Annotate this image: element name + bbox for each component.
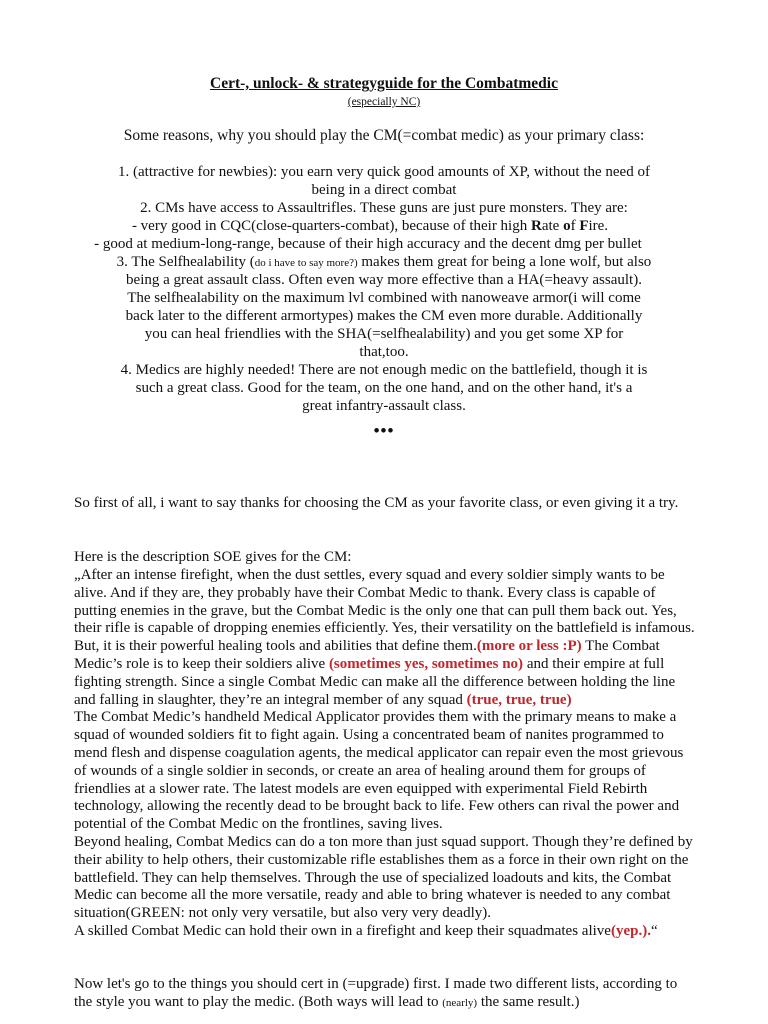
list-item-4-line2: such a great class. Good for the team, on the one hand, and on the other hand, it's a xyxy=(135,380,633,396)
list-item-3-line3: The selfhealability on the maximum lvl combined with nanoweave armor(i will come xyxy=(127,290,641,306)
list-item-2-line1: 2. CMs have access to Assaultrifles. These guns are just pure monsters. They are: xyxy=(140,200,628,216)
list-item-3-line6: that,too. xyxy=(359,344,409,360)
list-item-1-line2: being in a direct combat xyxy=(311,182,457,198)
section-divider-dots: ••• xyxy=(373,421,395,440)
list-item-3-line5: you can heal friendlies with the SHA(=selfhealability) and you get some XP for xyxy=(144,326,624,342)
quote-paragraph-3: Beyond healing, Combat Medics can do a ton more than just squad support. Though they’re defined by their ability to help others, their customizable rifle establishes them as a force in their own right on the battlefield. They can help themselves. Through the use of specialized loadouts and kits, the Combat Medic can become all the more versatile, ready and able to bring whatever is needed to any combat situation(GREEN: not only very versatile, but also very very deadly). xyxy=(74,833,693,922)
list-item-3-line1: 3. The Selfhealability (do i have to say more?) makes them great for being a lone wolf, but also xyxy=(116,254,652,270)
soe-description-quote xyxy=(74,567,696,941)
quote-paragraph-4: A skilled Combat Medic can hold their own in a firefight and keep their squadmates alive(yep.).“ xyxy=(74,922,658,939)
description-intro: Here is the description SOE gives for the CM: xyxy=(74,549,352,565)
thanks-paragraph: So first of all, i want to say thanks for choosing the CM as your favorite class, or even giving it a try. xyxy=(74,495,679,511)
list-item-1-line1: 1. (attractive for newbies): you earn very quick good amounts of XP, without the need of xyxy=(118,164,650,180)
quote-paragraph-1: „After an intense firefight, when the dust settles, every squad and every soldier simply wants to be alive. And if they are, they probably have their Combat Medic to thank. Every class is capable of putting enemies in the grave, but the Combat Medic is the only one that can pull them back out. Yes, their rifle is capable of dropping enemies efficiently. Yes, their versatility on the battlefield is infamous. But, it is their powerful healing tools and abilities that define them.(more or less :P) The Combat Medic’s role is to keep their soldiers alive (sometimes yes, sometimes no) and their empire at full fighting strength. Since a single Combat Medic can make all the difference between holding the line and falling in slaughter, they’re an integral member of any squad (true, true, true) xyxy=(74,567,695,708)
list-item-2-line3: - good at medium-long-range, because of their high accuracy and the decent dmg per bullet xyxy=(94,236,642,252)
intro-text: Some reasons, why you should play the CM(=combat medic) as your primary class: xyxy=(123,127,645,144)
document-subtitle: (especially NC) xyxy=(347,96,421,108)
list-item-2-line2: - very good in CQC(close-quarters-combat), because of their high Rate of Fire. xyxy=(131,218,609,234)
document-title: Cert-, unlock- & strategyguide for the Combatmedic xyxy=(210,75,558,92)
list-item-4-line1: 4. Medics are highly needed! There are not enough medic on the battlefield, though it is xyxy=(120,362,648,378)
quote-paragraph-2: The Combat Medic’s handheld Medical Applicator provides them with the primary means to make a squad of wounded soldiers fit to fight again. Using a concentrated beam of nanites programmed to mend flesh and dispense coagulation agents, the medical applicator can repair even the most grievous of wounds of a single soldier in seconds, or create an area of healing around them for groups of friendlies at a slower rate. The latest models are even equipped with experimental Field Rebirth technology, allowing the recently dead to be brought back to life. Few others can rival the power and potential of the Combat Medic on the frontlines, saving lives. xyxy=(74,709,684,833)
list-item-3-line2: being a great assault class. Often even way more effective than a HA(=heavy assault). xyxy=(126,272,642,288)
list-item-4-line3: great infantry-assault class. xyxy=(302,398,466,414)
outro-paragraph: Now let's go to the things you should cert in (=upgrade) first. I made two different lists, according to the style you want to play the medic. (Both ways will lead to (nearly) the same result.) xyxy=(74,976,678,1010)
list-item-3-line4: back later to the different armortypes) makes the CM even more durable. Additionally xyxy=(125,308,643,324)
